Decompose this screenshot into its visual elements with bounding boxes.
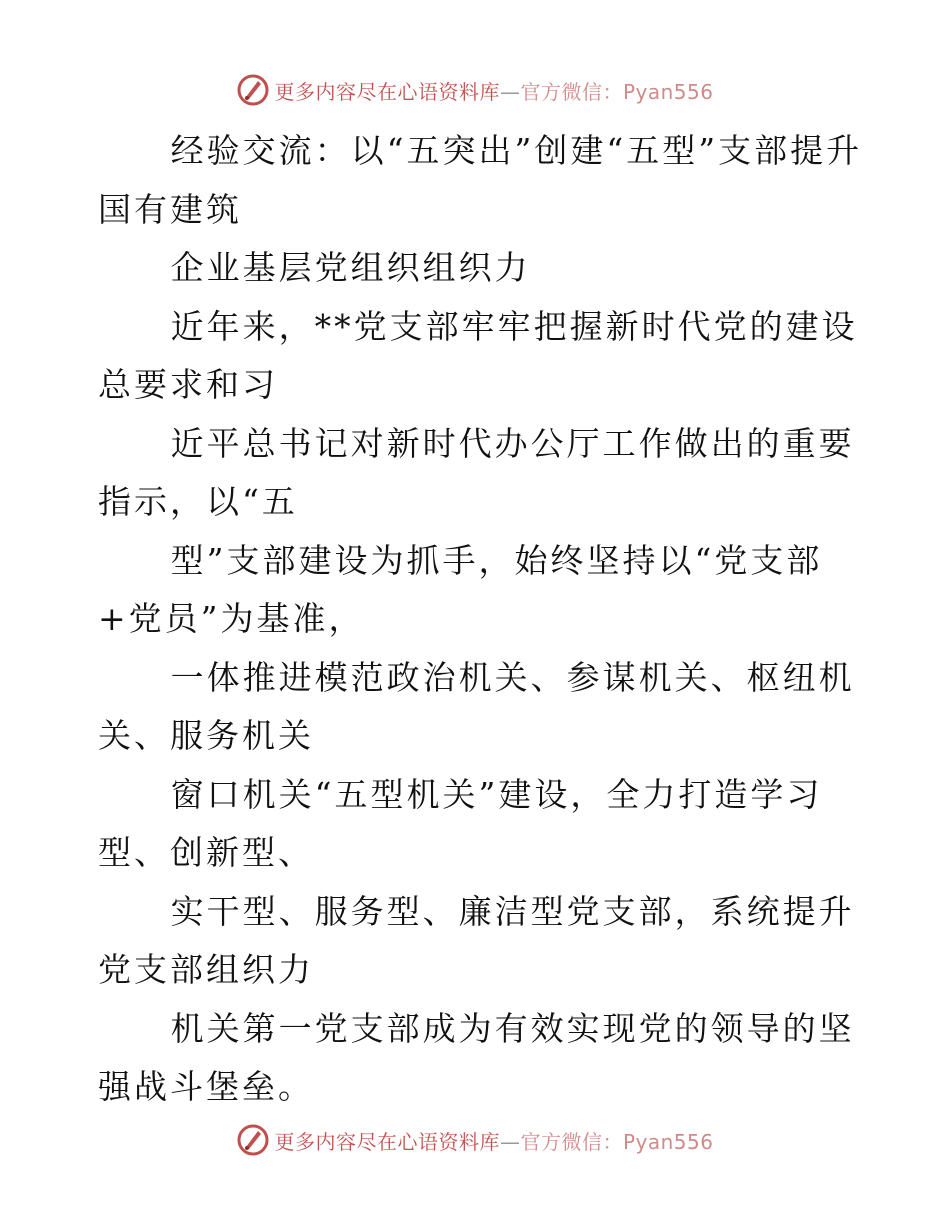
paragraph: 型”支部建设为抓手，始终坚持以“党支部+党员”为基准， [98,540,823,638]
footer-banner [0,1120,950,1160]
paragraph: 一体推进模范政治机关、参谋机关、枢纽机关、服务机关 [98,657,855,755]
paragraph: 企业基层党组织组织力 [170,248,531,287]
paragraph: 近年来，**党支部牢牢把握新时代党的建设总要求和习 [98,306,858,404]
banner-contact: 官方微信：Pyan556 [520,79,714,104]
banner-separator: — [499,1129,521,1154]
brand-logo-icon [236,1123,270,1157]
paragraph: 经验交流：以“五突出”创建“五型”支部提升国有建筑 [98,131,863,229]
paragraph: 近平总书记对新时代办公厅工作做出的重要指示，以“五 [98,423,855,521]
banner-contact: 官方微信：Pyan556 [520,1129,714,1154]
brand-logo-icon [236,73,270,107]
banner-text: 更多内容尽在心语资料库 [274,1129,500,1154]
paragraph: 实干型、服务型、廉洁型党支部，系统提升党支部组织力 [98,891,855,989]
paragraph: 机关第一党支部成为有效实现党的领导的坚强战斗堡垒。 [98,1008,855,1106]
banner-separator: — [499,79,521,104]
document-body [98,122,878,1117]
paragraph: 窗口机关“五型机关”建设，全力打造学习型、创新型、 [98,774,823,872]
header-banner [0,70,950,110]
banner-text: 更多内容尽在心语资料库 [274,79,500,104]
